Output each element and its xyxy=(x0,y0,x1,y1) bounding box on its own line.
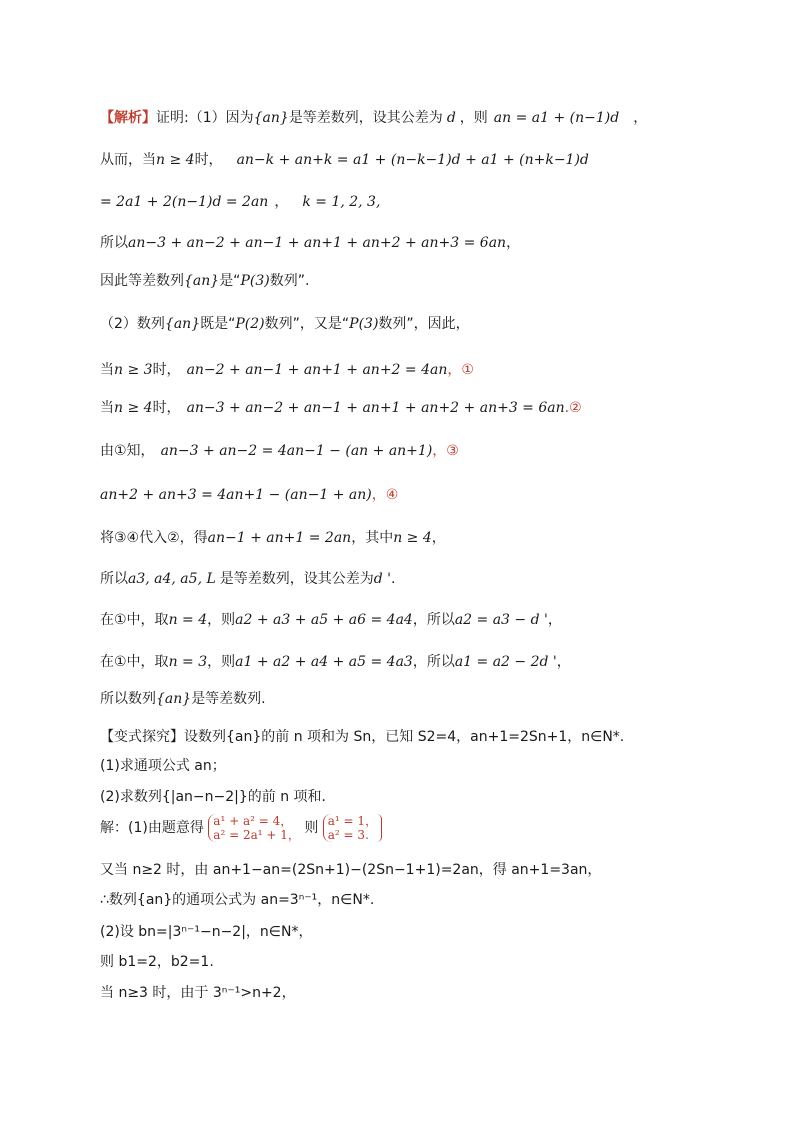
line-define-bn: (2)设 bn=|3ⁿ⁻¹−n−2|，n∈N*， xyxy=(100,924,313,940)
line-equals: = 2a1 + 2(n−1)d = 2an ， k = 1, 2, 3, xyxy=(100,194,381,210)
line-equation-3: 由①知， an−3 + an−2 = 4an−1 − (an + an+1)，③ xyxy=(100,443,459,459)
line-equation-4: an+2 + an+3 = 4an+1 − (an−1 + an)，④ xyxy=(100,487,399,503)
line-take-n4: 在①中，取n = 4，则a2 + a3 + a5 + a6 = 4a4，所以a2 = a3 − d '， xyxy=(100,612,562,628)
line-n-ge-3: 当 n≥3 时，由于 3ⁿ⁻¹>n+2， xyxy=(100,985,296,1001)
marker-3: ，③ xyxy=(432,443,459,459)
line-substitute: 将③④代入②，得an−1 + an+1 = 2an，其中n ≥ 4， xyxy=(100,530,446,546)
line-question-2: (2)求数列{|an−n−2|}的前 n 项和． xyxy=(100,789,336,805)
line-part2-intro: （2）数列{an}既是“P(2)数列”，又是“P(3)数列”，因此， xyxy=(100,316,470,332)
line-take-n3: 在①中，取n = 3，则a1 + a2 + a4 + a5 = 4a3，所以a1 = a2 − 2d '， xyxy=(100,654,571,670)
line-arith-seq: 所以a3, a4, a5, L 是等差数列，设其公差为d '. xyxy=(100,571,396,587)
analysis-tag: 【解析】 xyxy=(100,110,156,126)
line-recurrence: 又当 n≥2 时，由 an+1−an=(2Sn+1)−(2Sn−1+1)=2an，得 an+1=3an， xyxy=(100,862,602,878)
line-b1-b2: 则 b1=2，b2=1. xyxy=(100,954,214,970)
line-analysis-intro: 【解析】证明:（1）因为{an}是等差数列，设其公差为 d ，则 an = a1 + (n−1)d ， xyxy=(100,110,648,126)
marker-4: ，④ xyxy=(371,487,399,503)
system-close-bracket xyxy=(377,814,382,842)
line-solution-system: 解：(1)由题意得 a¹ + a² = 4， a² = 2a¹ + 1， 则 a¹ = 1， a² = 3. xyxy=(100,814,382,850)
line-final-conclusion: 所以数列{an}是等差数列. xyxy=(100,691,266,707)
marker-2: .② xyxy=(564,400,582,416)
line-general-term: ∴数列{an}的通项公式为 an=3ⁿ⁻¹，n∈N*. xyxy=(100,892,375,908)
line-equation-2: 当n ≥ 4时， an−3 + an−2 + an−1 + an+1 + an+2 + an+3 = 6an.② xyxy=(100,400,582,416)
line-question-1: (1)求通项公式 an； xyxy=(100,758,226,774)
line-equation-1: 当n ≥ 3时， an−2 + an−1 + an+1 + an+2 = 4an，① xyxy=(100,362,474,378)
line-from-this: 从而，当n ≥ 4时， an−k + an+k = a1 + (n−k−1)d + a1 + (n+k−1)d xyxy=(100,152,589,168)
line-conclusion-p3: 因此等差数列{an}是“P(3)数列”. xyxy=(100,273,310,289)
line-therefore-sum: 所以an−3 + an−2 + an−1 + an+1 + an+2 + an+3 = 6an， xyxy=(100,235,521,251)
equation-system-result: a¹ = 1， a² = 3. xyxy=(323,814,377,842)
line-variant-title: 【变式探究】设数列{an}的前 n 项和为 Sn，已知 S2=4，an+1=2Sn+1，n∈N*. xyxy=(100,729,625,745)
marker-1: ，① xyxy=(447,362,474,378)
equation-system-given: a¹ + a² = 4， a² = 2a¹ + 1， xyxy=(208,814,300,842)
